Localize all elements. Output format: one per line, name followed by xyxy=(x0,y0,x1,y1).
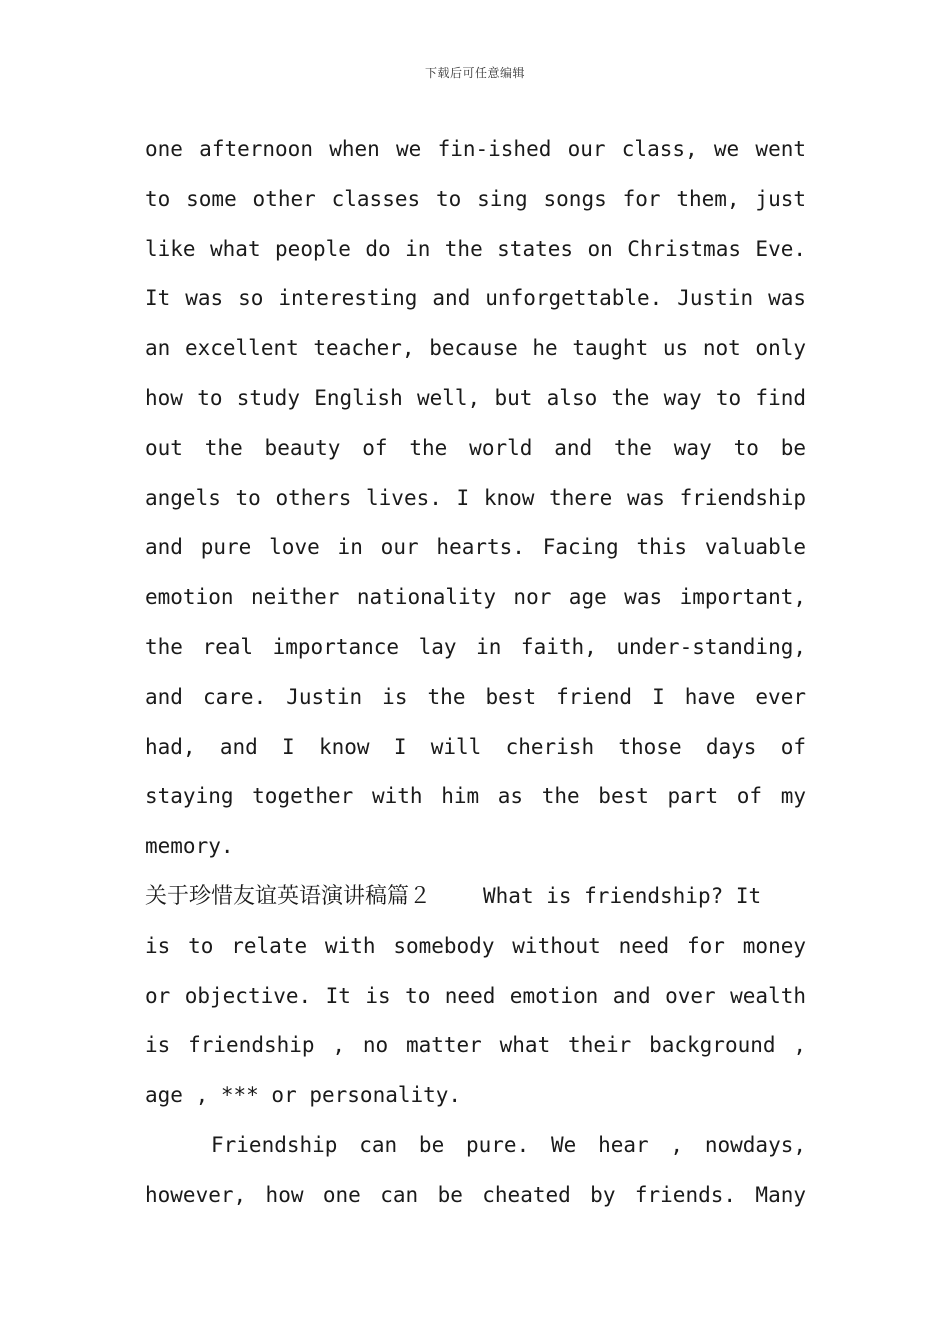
text-line: is to relate with somebody without need for money xyxy=(145,933,806,958)
text-line: the real importance lay in faith, under-standing, xyxy=(145,634,806,659)
text-line: and care. Justin is the best friend I have ever xyxy=(145,684,806,709)
text-line: to some other classes to sing songs for them, just xyxy=(145,186,806,211)
text-line: or objective. It is to need emotion and over wealth xyxy=(145,983,806,1008)
text-line: What is friendship? It xyxy=(483,883,762,908)
text-line: out the beauty of the world and the way to be xyxy=(145,435,806,460)
page-header: 下载后可任意编辑 xyxy=(424,66,525,80)
text-line: angels to others lives. I know there was friendship xyxy=(145,485,806,510)
text-line: an excellent teacher, because he taught us not only xyxy=(145,336,806,361)
text-line: memory. xyxy=(145,834,234,859)
text-line: how to study English well, but also the way to find xyxy=(145,385,806,410)
text-line: staying together with him as the best part of my xyxy=(145,784,806,809)
text-line: It was so interesting and unforgettable. Justin was xyxy=(145,286,806,311)
text-line: is friendship , no matter what their background , xyxy=(145,1033,806,1058)
text-line: one afternoon when we fin-ished our class, we went xyxy=(145,137,806,161)
text-line: had, and I know I will cherish those days of xyxy=(145,734,806,759)
text-line: and pure love in our hearts. Facing this valuable xyxy=(145,535,806,560)
text-line: emotion neither nationality nor age was important, xyxy=(145,585,806,610)
text-line: however, how one can be cheated by friends. Many xyxy=(145,1182,806,1207)
text-line: age , *** or personality. xyxy=(145,1083,462,1108)
section-heading: 关于珍惜友谊英语演讲稿篇２ xyxy=(145,883,432,909)
section-heading-line xyxy=(145,872,806,922)
text-line: Friendship can be pure. We hear , nowdays, xyxy=(211,1132,806,1157)
document-body xyxy=(145,125,806,1221)
text-line: like what people do in the states on Christmas Eve. xyxy=(145,236,806,261)
